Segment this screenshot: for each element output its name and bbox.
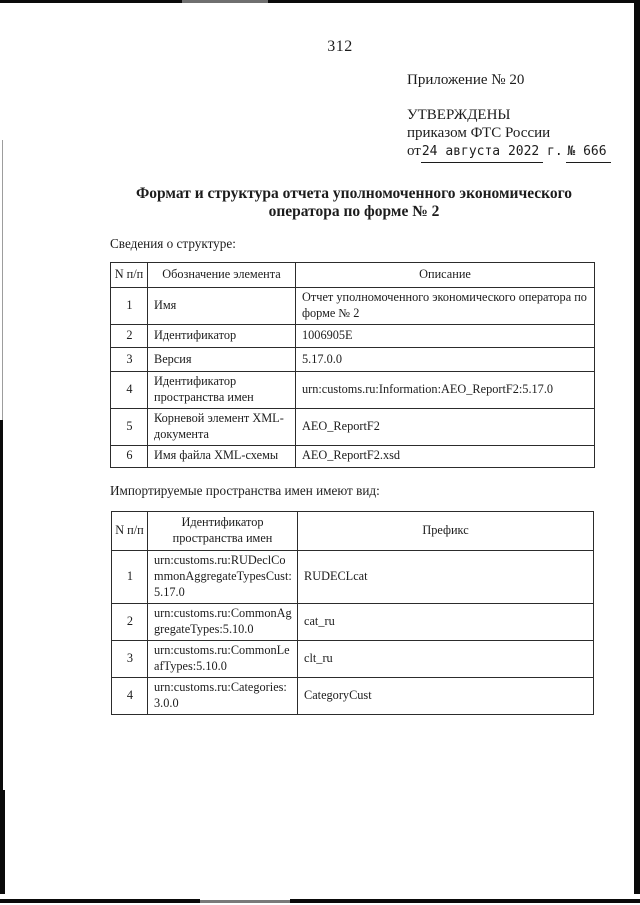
cell-number: 2 [112, 603, 148, 640]
table-row [111, 325, 595, 348]
document-title: Формат и структура отчета уполномоченного экономического оператора по форме № 2 [135, 185, 573, 220]
cell-description: 5.17.0.0 [296, 348, 595, 372]
scan-edge-top [0, 0, 640, 3]
cell-element: Имя [148, 288, 296, 325]
scan-edge-right [634, 2, 640, 894]
column-header: Идентификатор пространства имен [148, 512, 298, 551]
cell-namespace: urn:customs.ru:RUDeclCommonAggregateTypesCust:5.17.0 [148, 550, 298, 603]
cell-description: AEO_ReportF2.xsd [296, 445, 595, 467]
cell-element: Идентификатор [148, 325, 296, 348]
cell-number: 3 [111, 348, 148, 372]
scan-edge-bottom-light [200, 900, 290, 903]
scan-edge-left-thick [0, 790, 5, 894]
cell-namespace: urn:customs.ru:CommonLeafTypes:5.10.0 [148, 640, 298, 677]
cell-prefix: clt_ru [298, 640, 594, 677]
cell-number: 5 [111, 408, 148, 445]
cell-description: Отчет уполномоченного экономического оператора по форме № 2 [296, 288, 595, 325]
order-date-line [407, 142, 611, 163]
column-header: Обозначение элемента [148, 263, 296, 288]
structure-section-label: Сведения о структуре: [110, 236, 236, 251]
column-header: N п/п [112, 512, 148, 551]
scan-edge-left-light [2, 140, 3, 420]
table-row [112, 640, 594, 677]
scan-edge-left [0, 420, 3, 794]
column-header: Префикс [298, 512, 594, 551]
column-header: Описание [296, 263, 595, 288]
from-prefix: от [407, 143, 421, 159]
cell-description: urn:customs.ru:Information:AEO_ReportF2:5.17.0 [296, 372, 595, 409]
cell-number: 4 [112, 677, 148, 714]
cell-number: 3 [112, 640, 148, 677]
table-header-row [111, 263, 595, 288]
scan-edge-top-light [182, 0, 268, 3]
cell-description: AEO_ReportF2 [296, 408, 595, 445]
cell-description: 1006905E [296, 325, 595, 348]
namespaces-table [111, 511, 594, 715]
cell-namespace: urn:customs.ru:Categories:3.0.0 [148, 677, 298, 714]
approved-by-label: приказом ФТС России [407, 125, 551, 141]
cell-element: Идентификатор пространства имен [148, 372, 296, 409]
page-number: 312 [327, 38, 353, 55]
table-row [112, 603, 594, 640]
cell-number: 2 [111, 325, 148, 348]
cell-namespace: urn:customs.ru:CommonAggregateTypes:5.10.0 [148, 603, 298, 640]
cell-element: Версия [148, 348, 296, 372]
table-row [112, 677, 594, 714]
table-row [112, 550, 594, 603]
scan-edge-bottom-right [290, 899, 640, 903]
table-row [111, 348, 595, 372]
table-row [111, 372, 595, 409]
cell-prefix: cat_ru [298, 603, 594, 640]
approval-block [407, 71, 611, 163]
approved-label: УТВЕРЖДЕНЫ [407, 107, 511, 123]
table-header-row [112, 512, 594, 551]
namespaces-section-label: Импортируемые пространства имен имеют вид: [110, 483, 380, 498]
appendix-label: Приложение № 20 [407, 72, 525, 88]
structure-table [110, 262, 595, 468]
cell-element: Корневой элемент XML-документа [148, 408, 296, 445]
table-row [111, 408, 595, 445]
table-row [111, 288, 595, 325]
order-number-value: № 666 [566, 143, 610, 163]
cell-prefix: CategoryCust [298, 677, 594, 714]
cell-number: 4 [111, 372, 148, 409]
cell-number: 6 [111, 445, 148, 467]
cell-element: Имя файла XML-схемы [148, 445, 296, 467]
cell-number: 1 [111, 288, 148, 325]
order-date-value: 24 августа 2022 [421, 143, 543, 163]
cell-prefix: RUDECLcat [298, 550, 594, 603]
year-suffix: г. [547, 144, 563, 159]
column-header: N п/п [111, 263, 148, 288]
scan-edge-bottom-left [0, 899, 200, 903]
cell-number: 1 [112, 550, 148, 603]
table-row [111, 445, 595, 467]
